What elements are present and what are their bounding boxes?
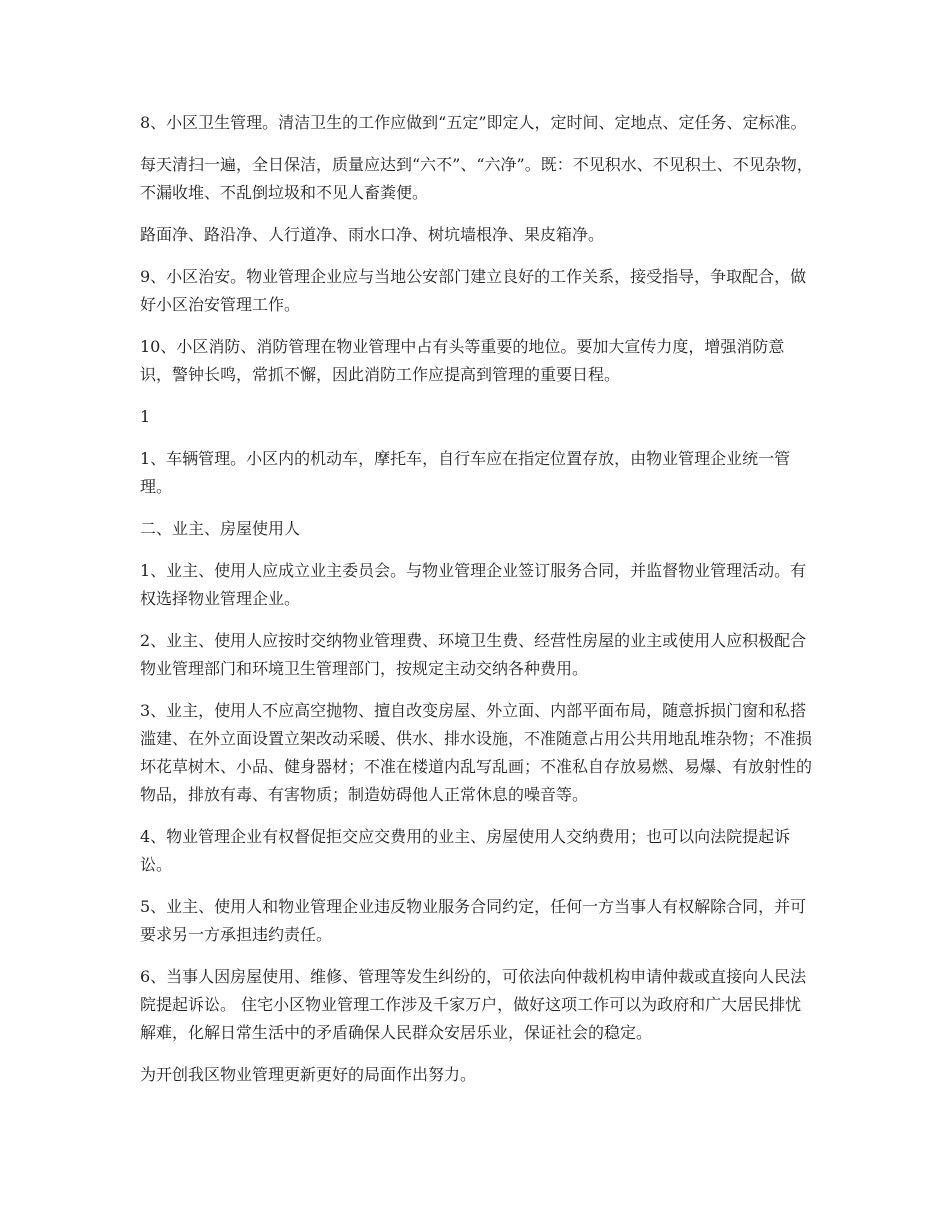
paragraph-daily-cleaning: 每天清扫一遍，全日保洁，质量应达到“六不”、“六净”。既：不见积水、不见积土、不见杂物，不漏收堆、不乱倒垃圾和不见人畜粪便。 [140,155,813,202]
page-number: 1 [140,407,151,426]
paragraph-closing: 为开创我区物业管理更新更好的局面作出努力。 [140,1065,477,1084]
paragraph-vehicles: 1、车辆管理。小区内的机动车，摩托车，自行车应在指定位置存放，由物业管理企业统一管理。 [140,449,791,496]
paragraph-security: 9、小区治安。物业管理企业应与当地公安部门建立良好的工作关系，接受指导，争取配合，做好小区治安管理工作。 [140,267,807,314]
paragraph-fire-safety: 10、小区消防、消防管理在物业管理中占有头等重要的地位。要加大宣传力度，增强消防意识，警钟长鸣，常抓不懈，因此消防工作应提高到管理的重要日程。 [140,337,785,384]
paragraph-sanitation: 8、小区卫生管理。清洁卫生的工作应做到“五定”即定人，定时间、定地点、定任务、定标准。 [140,113,807,132]
document-body [140,109,815,1103]
paragraph-breach: 5、业主、使用人和物业管理企业违反物业服务合同约定，任何一方当事人有权解除合同，并可要求另一方承担违约责任。 [140,897,807,944]
paragraph-prohibitions: 3、业主，使用人不应高空抛物、擅自改变房屋、外立面、内部平面布局，随意拆损门窗和私搭滥建、在外立面设置立架改动采暖、供水、排水设施，不准随意占用公共用地乱堆杂物；不准损坏花草树木、小品、健身器材；不准在楼道内乱写乱画；不准私自存放易燃、易爆、有放射性的物品，排放有毒、有害物质；制造妨碍他人正常休息的噪音等。 [140,701,813,804]
section-heading-owners: 二、业主、房屋使用人 [140,519,301,538]
paragraph-six-clean: 路面净、路沿净、人行道净、雨水口净、树坑墙根净、果皮箱净。 [140,225,605,244]
paragraph-fees: 2、业主、使用人应按时交纳物业管理费、环境卫生费、经营性房屋的业主或使用人应积极配合物业管理部门和环境卫生管理部门，按规定主动交纳各种费用。 [140,631,807,678]
paragraph-enforcement: 4、物业管理企业有权督促拒交应交费用的业主、房屋使用人交纳费用；也可以向法院提起诉讼。 [140,827,791,874]
paragraph-owners-committee: 1、业主、使用人应成立业主委员会。与物业管理企业签订服务合同，并监督物业管理活动。有权选择物业管理企业。 [140,561,807,608]
paragraph-disputes: 6、当事人因房屋使用、维修、管理等发生纠纷的，可依法向仲裁机构申请仲裁或直接向人民法院提起诉讼。 住宅小区物业管理工作涉及千家万户，做好这项工作可以为政府和广大居民排忧解难，化解日常生活中的矛盾确保人民群众安居乐业，保证社会的稳定。 [140,967,807,1042]
